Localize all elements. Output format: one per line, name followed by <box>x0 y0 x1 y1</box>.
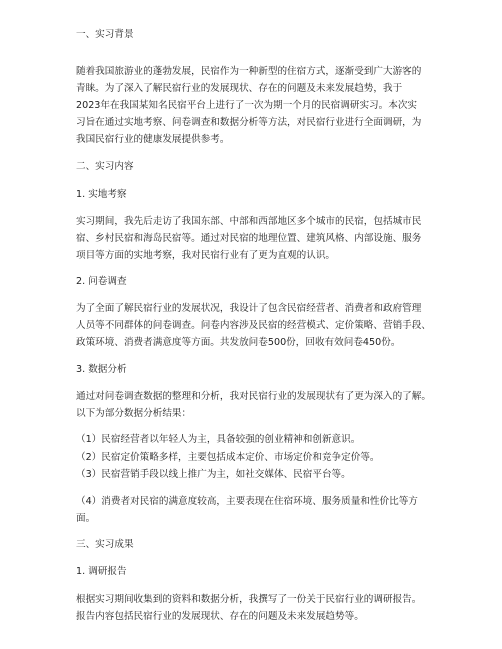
paragraph-line: 习旨在通过实地考察、问卷调查和数据分析等方法，对民宿行业进行全面调研，为 <box>76 117 422 128</box>
subheading-research-report: 1. 调研报告 <box>76 566 127 577</box>
section-heading-background: 一、实习背景 <box>76 29 134 40</box>
paragraph-line: 宿、乡村民宿和海岛民宿等。通过对民宿的地理位置、建筑风格、内部设施、服务 <box>76 233 422 244</box>
paragraph-line: 青睐。为了深入了解民宿行业的发展现状、存在的问题及未来发展趋势，我于 <box>76 83 403 94</box>
paragraph-line: 政策环境、消费者满意度等方面。共发放问卷500份，回收有效问卷450份。 <box>76 337 401 348</box>
paragraph-line: 通过对问卷调查数据的整理和分析，我对民宿行业的发展现状有了更为深入的了解。 <box>76 391 431 402</box>
paragraph-line: 报告内容包括民宿行业的发展现状、存在的问题及未来发展趋势等。 <box>76 611 364 622</box>
paragraph-line: 我国民宿行业的健康发展提供参考。 <box>76 134 230 145</box>
section-heading-content: 二、实习内容 <box>76 161 134 172</box>
section-heading-results: 三、实习成果 <box>76 539 134 550</box>
list-item: （1）民宿经营者以年轻人为主，具备较强的创业精神和创新意识。 <box>76 434 361 445</box>
list-item: （3）民宿营销手段以线上推广为主，如社交媒体、民宿平台等。 <box>76 469 351 480</box>
paragraph-line: 人员等不同群体的问卷调查。问卷内容涉及民宿的经营模式、定价策略、营销手段、 <box>76 320 431 331</box>
subheading-data-analysis: 3. 数据分析 <box>76 364 127 375</box>
paragraph-line: 随着我国旅游业的蓬勃发展，民宿作为一种新型的住宿方式，逐渐受到广大游客的 <box>76 66 422 77</box>
subheading-questionnaire: 2. 问卷调查 <box>76 276 127 287</box>
paragraph-line: 2023年在我国某知名民宿平台上进行了一次为期一个月的民宿调研实习。本次实 <box>76 100 418 111</box>
list-item: （2）民宿定价策略多样，主要包括成本定价、市场定价和竞争定价等。 <box>76 452 380 463</box>
paragraph-line: 项目等方面的实地考察，我对民宿行业有了更为直观的认识。 <box>76 250 336 261</box>
list-item: （4）消费者对民宿的满意度较高，主要表现在住宿环境、服务质量和性价比等方 <box>76 496 418 507</box>
list-item-continuation: 面。 <box>76 513 96 524</box>
paragraph-line: 为了全面了解民宿行业的发展状况，我设计了包含民宿经营者、消费者和政府管理 <box>76 303 422 314</box>
paragraph-line: 以下为部分数据分析结果： <box>76 408 192 419</box>
paragraph-line: 实习期间，我先后走访了我国东部、中部和西部地区多个城市的民宿，包括城市民 <box>76 216 422 227</box>
paragraph-line: 根据实习期间收集到的资料和数据分析，我撰写了一份关于民宿行业的调研报告。 <box>76 594 422 605</box>
subheading-field-visit: 1. 实地考察 <box>76 189 127 200</box>
